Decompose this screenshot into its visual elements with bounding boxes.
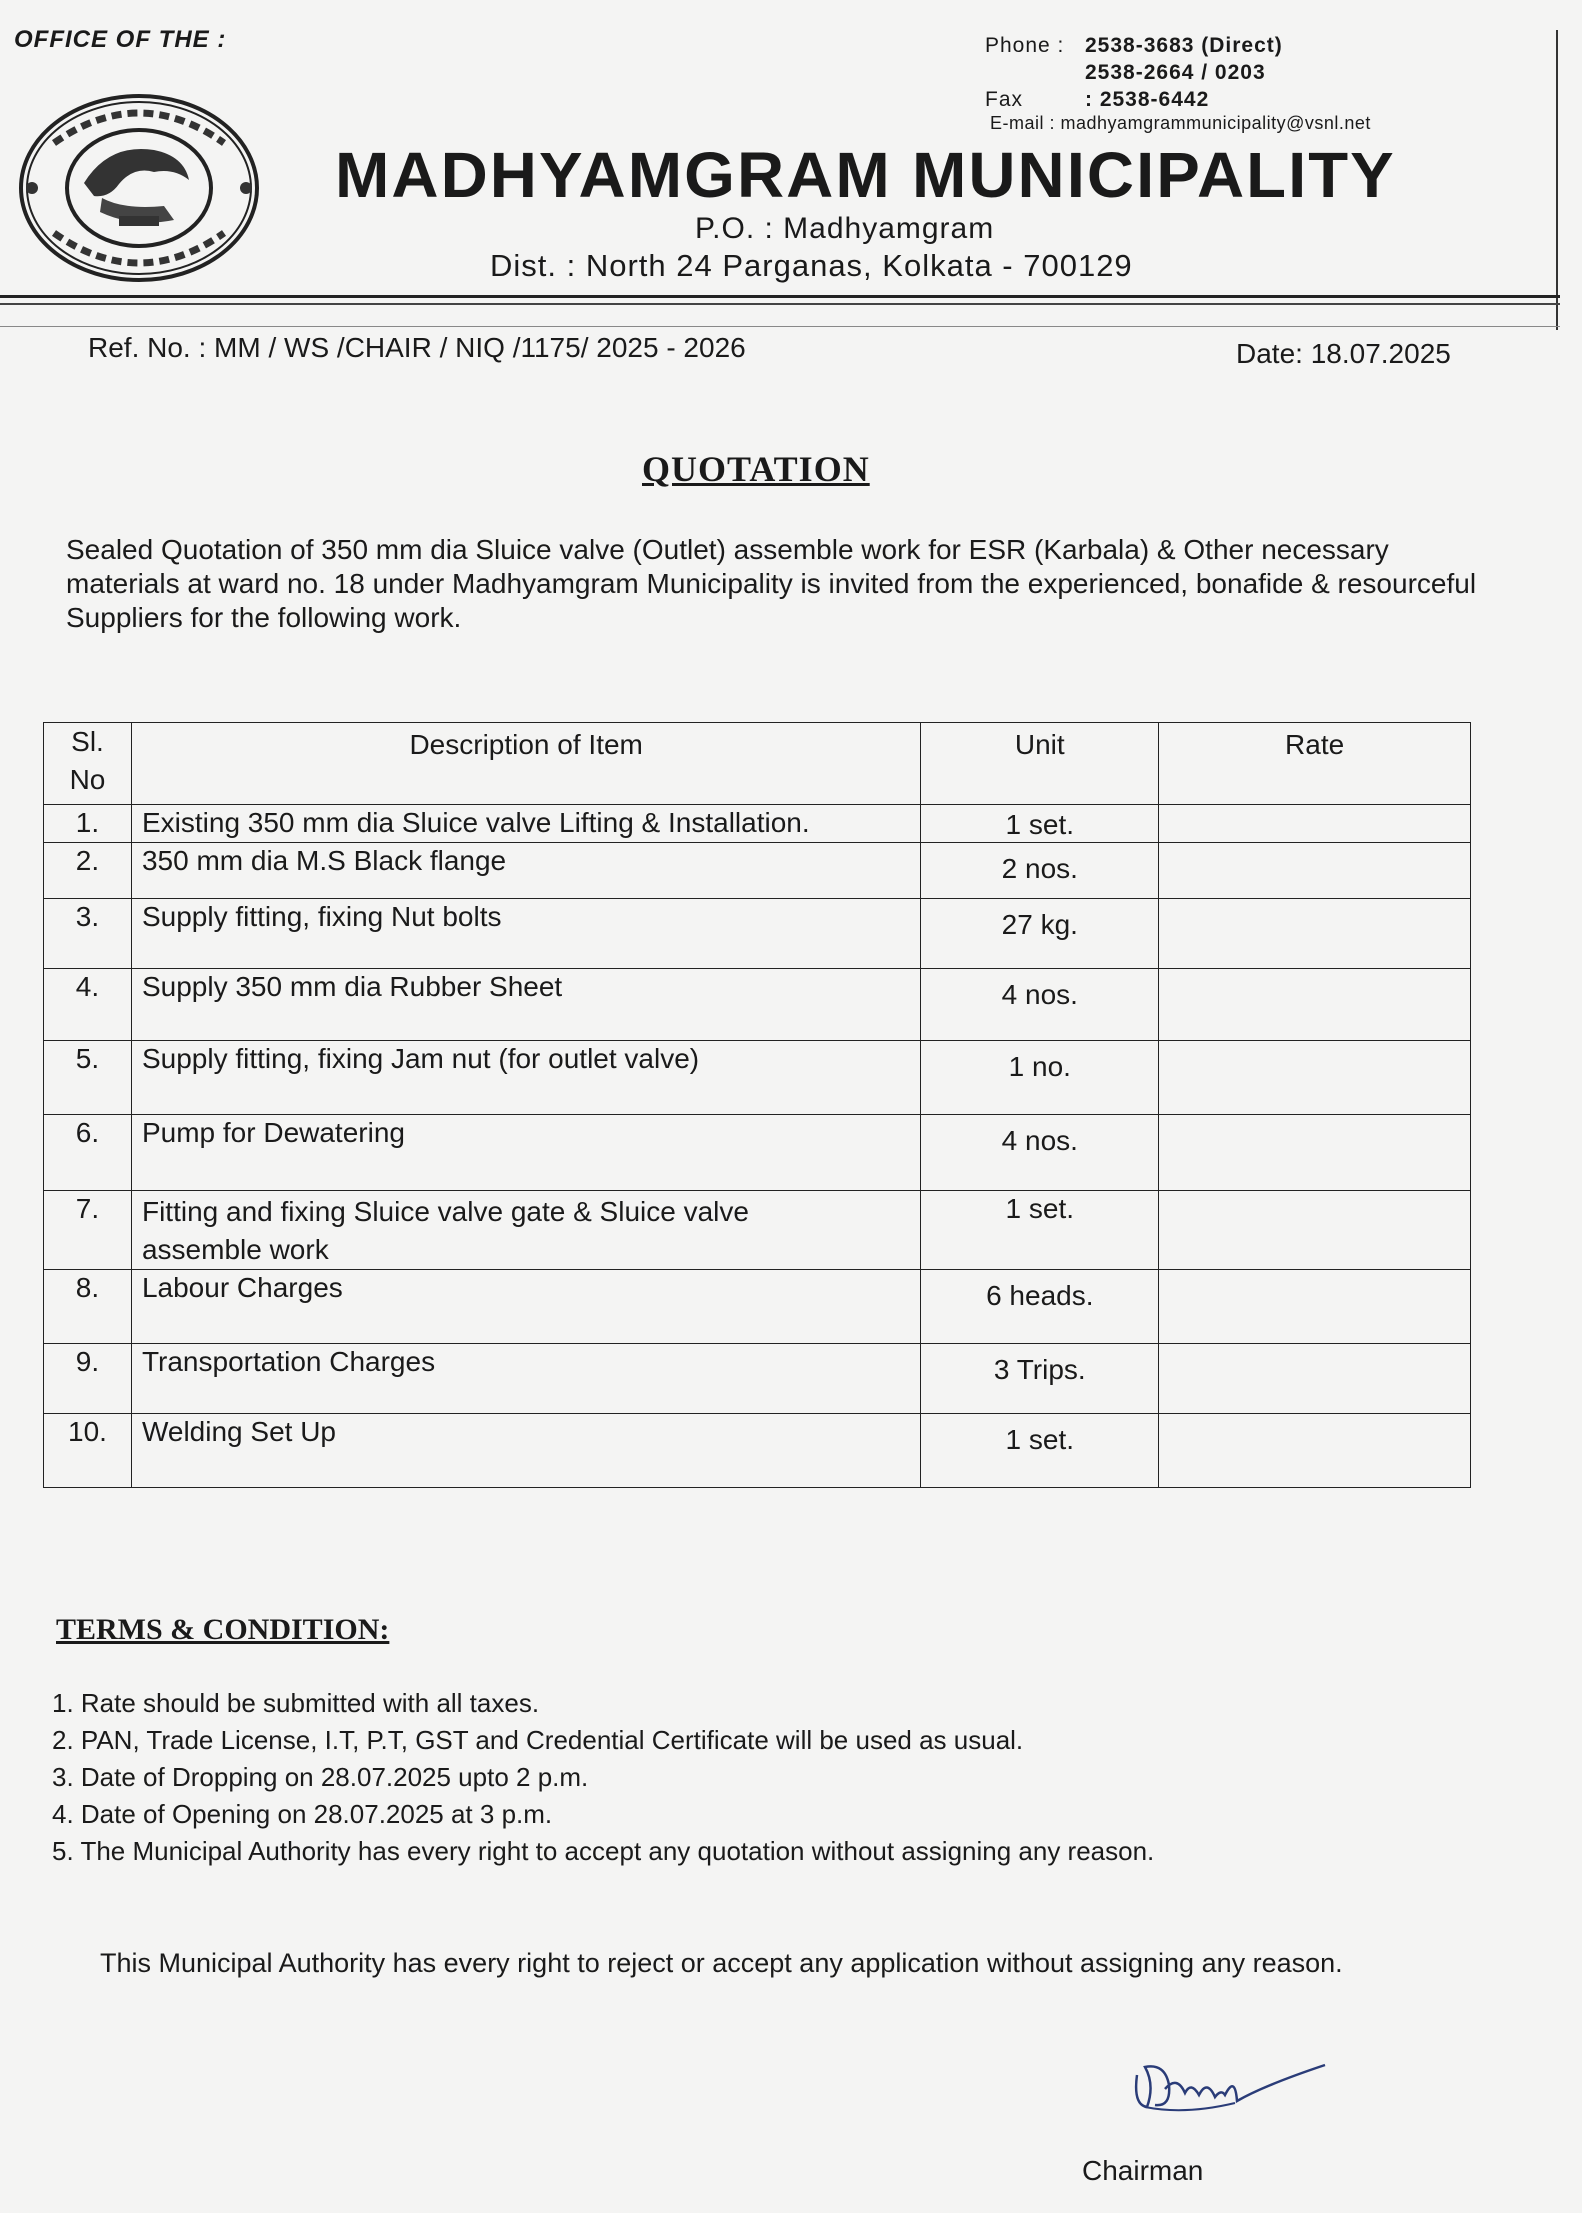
page-title: QUOTATION xyxy=(642,449,870,489)
row-unit: 3 Trips. xyxy=(921,1344,1159,1414)
table-row xyxy=(44,969,1471,1041)
document-date: Date: 18.07.2025 xyxy=(1236,338,1451,369)
table-row xyxy=(44,1041,1471,1115)
row-description: 350 mm dia M.S Black flange xyxy=(131,843,920,899)
fax-number: : 2538-6442 xyxy=(1085,88,1210,111)
table-row xyxy=(44,899,1471,969)
row-description: Supply fitting, fixing Nut bolts xyxy=(131,899,920,969)
email-line xyxy=(990,113,1371,134)
header-unit: Unit xyxy=(921,723,1159,805)
terms-item: 4. Date of Opening on 28.07.2025 at 3 p.m. xyxy=(52,1799,553,1829)
row-sl-no: 6. xyxy=(44,1115,132,1191)
header-divider xyxy=(0,295,1560,298)
row-unit: 2 nos. xyxy=(921,843,1159,899)
phone-label: Phone : xyxy=(985,34,1065,57)
row-sl-no: 10. xyxy=(44,1414,132,1488)
row-unit: 1 no. xyxy=(921,1041,1159,1115)
row-description: Pump for Dewatering xyxy=(131,1115,920,1191)
row-unit: 1 set. xyxy=(921,805,1159,843)
row-rate xyxy=(1159,843,1471,899)
row-rate xyxy=(1159,1191,1471,1270)
intro-paragraph: Sealed Quotation of 350 mm dia Sluice valve (Outlet) assemble work for ESR (Karbala) & Other necessary materials at ward no. 18 under Madhyamgram Municipality is invited from the experienced, bonafide & resourceful Suppliers for the following work. xyxy=(66,534,1477,633)
row-rate xyxy=(1159,1041,1471,1115)
municipality-name: MADHYAMGRAM MUNICIPALITY xyxy=(335,139,1396,211)
row-description: Supply fitting, fixing Jam nut (for outlet valve) xyxy=(131,1041,920,1115)
fax-label: Fax xyxy=(985,88,1024,111)
items-table xyxy=(43,722,1471,1488)
header-sl-no: Sl. No xyxy=(44,723,132,805)
header-divider xyxy=(0,326,1560,327)
row-unit: 4 nos. xyxy=(921,969,1159,1041)
table-row xyxy=(44,1115,1471,1191)
email-address: madhyamgrammunicipality@vsnl.net xyxy=(1060,113,1371,133)
header-description: Description of Item xyxy=(131,723,920,805)
phone-number: 2538-2664 / 0203 xyxy=(1085,61,1266,84)
terms-item: 5. The Municipal Authority has every right to accept any quotation without assigning any reason. xyxy=(52,1836,1155,1866)
header-divider xyxy=(0,303,1560,305)
office-label: OFFICE OF THE : xyxy=(14,26,227,53)
contact-block xyxy=(985,32,1283,113)
terms-list xyxy=(52,1685,1154,1870)
table-row xyxy=(44,1270,1471,1344)
row-rate xyxy=(1159,1344,1471,1414)
terms-item: 3. Date of Dropping on 28.07.2025 upto 2 p.m. xyxy=(52,1762,589,1792)
row-sl-no: 5. xyxy=(44,1041,132,1115)
row-sl-no: 3. xyxy=(44,899,132,969)
municipal-seal-icon xyxy=(14,88,264,293)
row-unit: 4 nos. xyxy=(921,1115,1159,1191)
signatory-title: Chairman xyxy=(1082,2155,1204,2186)
row-description: Transportation Charges xyxy=(131,1344,920,1414)
table-row xyxy=(44,843,1471,899)
authority-note: This Municipal Authority has every right to reject or accept any application without assigning any reason. xyxy=(100,1948,1343,1978)
row-sl-no: 7. xyxy=(44,1191,132,1270)
reference-number: Ref. No. : MM / WS /CHAIR / NIQ /1175/ 2025 - 2026 xyxy=(88,332,746,363)
row-rate xyxy=(1159,1270,1471,1344)
table-row xyxy=(44,1414,1471,1488)
row-rate xyxy=(1159,899,1471,969)
header-rate: Rate xyxy=(1159,723,1471,805)
row-description: Labour Charges xyxy=(131,1270,920,1344)
email-label: E-mail : xyxy=(990,113,1056,133)
table-row xyxy=(44,1344,1471,1414)
header-border xyxy=(1556,30,1558,330)
row-description: Existing 350 mm dia Sluice valve Lifting & Installation. xyxy=(131,805,920,843)
terms-item: 2. PAN, Trade License, I.T, P.T, GST and Credential Certificate will be used as usual. xyxy=(52,1725,1024,1755)
row-unit: 1 set. xyxy=(921,1191,1159,1270)
table-header-row xyxy=(44,723,1471,805)
terms-item: 1. Rate should be submitted with all taxes. xyxy=(52,1688,540,1718)
row-rate xyxy=(1159,969,1471,1041)
post-office: P.O. : Madhyamgram xyxy=(695,212,995,245)
row-sl-no: 2. xyxy=(44,843,132,899)
row-unit: 27 kg. xyxy=(921,899,1159,969)
district-address: Dist. : North 24 Parganas, Kolkata - 700129 xyxy=(490,248,1133,283)
row-sl-no: 9. xyxy=(44,1344,132,1414)
row-description: Welding Set Up xyxy=(131,1414,920,1488)
row-unit: 6 heads. xyxy=(921,1270,1159,1344)
row-sl-no: 1. xyxy=(44,805,132,843)
row-rate xyxy=(1159,1115,1471,1191)
row-unit: 1 set. xyxy=(921,1414,1159,1488)
row-rate xyxy=(1159,1414,1471,1488)
row-sl-no: 8. xyxy=(44,1270,132,1344)
table-row xyxy=(44,1191,1471,1270)
row-rate xyxy=(1159,805,1471,843)
row-sl-no: 4. xyxy=(44,969,132,1041)
terms-heading: TERMS & CONDITION: xyxy=(56,1613,390,1646)
table-row xyxy=(44,805,1471,843)
phone-number: 2538-3683 (Direct) xyxy=(1085,34,1283,57)
row-description: Fitting and fixing Sluice valve gate & Sluice valve assemble work xyxy=(131,1191,920,1270)
signature-icon xyxy=(1125,2045,1355,2140)
row-description: Supply 350 mm dia Rubber Sheet xyxy=(131,969,920,1041)
